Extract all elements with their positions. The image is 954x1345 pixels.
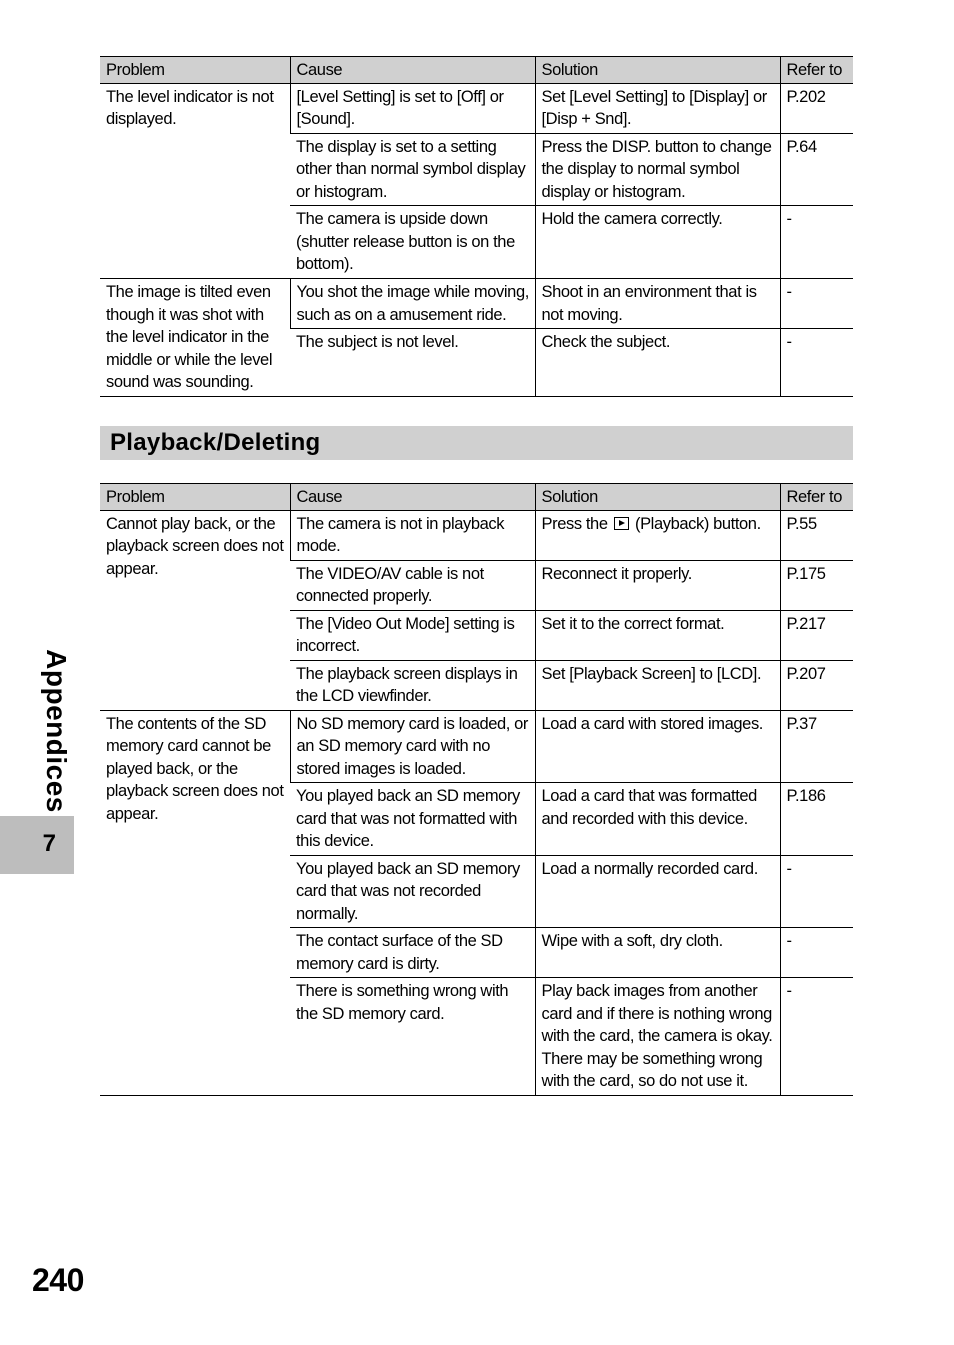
- cause-cell: [Level Setting] is set to [Off] or [Sound].: [290, 83, 535, 133]
- solution-text-after: (Playback) button.: [634, 514, 761, 533]
- problem-cell: The image is tilted even though it was shot with the level indicator in the middle or while the level sound was sounding.: [100, 279, 290, 397]
- solution-cell: Play back images from another card and if there is nothing wrong with the card, the camera is okay. There may be something wrong with the card, so do not use it.: [535, 978, 780, 1096]
- solution-cell: Check the subject.: [535, 329, 780, 396]
- solution-cell: [535, 510, 780, 560]
- table-header-row: [100, 57, 853, 84]
- header-cause: Cause: [290, 484, 535, 511]
- refer-cell: P.55: [780, 510, 853, 560]
- solution-cell: Reconnect it properly.: [535, 560, 780, 610]
- problem-cell: Cannot play back, or the playback screen does not appear.: [100, 510, 290, 710]
- cause-cell: The playback screen displays in the LCD viewfinder.: [290, 660, 535, 710]
- refer-cell: P.186: [780, 783, 853, 856]
- solution-text-before: Press the: [541, 514, 608, 533]
- problem-cell: The contents of the SD memory card cannot be played back, or the playback screen does not appear.: [100, 710, 290, 1095]
- refer-cell: -: [780, 206, 853, 279]
- header-refer-to: Refer to: [780, 57, 853, 84]
- section-title: Playback/Deleting: [110, 429, 321, 456]
- cause-cell: You played back an SD memory card that was not recorded normally.: [290, 855, 535, 928]
- header-problem: Problem: [100, 57, 290, 84]
- refer-cell: -: [780, 855, 853, 928]
- cause-cell: The camera is upside down (shutter release button is on the bottom).: [290, 206, 535, 279]
- cause-cell: The camera is not in playback mode.: [290, 510, 535, 560]
- refer-cell: -: [780, 978, 853, 1096]
- refer-cell: P.207: [780, 660, 853, 710]
- cause-cell: You shot the image while moving, such as on a amusement ride.: [290, 279, 535, 329]
- table-row: [100, 83, 853, 133]
- chapter-number: 7: [42, 830, 56, 857]
- section-heading: [100, 426, 853, 460]
- refer-cell: -: [780, 329, 853, 396]
- solution-cell: Set it to the correct format.: [535, 610, 780, 660]
- chapter-side-label-text: Appendices: [41, 649, 72, 813]
- solution-cell: Hold the camera correctly.: [535, 206, 780, 279]
- table-row: [100, 710, 853, 783]
- chapter-tab: [0, 816, 74, 874]
- cause-cell: You played back an SD memory card that was not formatted with this device.: [290, 783, 535, 856]
- solution-cell: Load a normally recorded card.: [535, 855, 780, 928]
- page-number: 240: [32, 1262, 84, 1298]
- solution-cell: Wipe with a soft, dry cloth.: [535, 928, 780, 978]
- table-row: [100, 279, 853, 329]
- solution-cell: Set [Level Setting] to [Display] or [Disp + Snd].: [535, 83, 780, 133]
- chapter-side-label: [34, 649, 78, 813]
- troubleshooting-table-level-indicator: [100, 56, 853, 397]
- playback-icon: [614, 517, 629, 530]
- solution-cell: Set [Playback Screen] to [LCD].: [535, 660, 780, 710]
- refer-cell: P.202: [780, 83, 853, 133]
- header-solution: Solution: [535, 484, 780, 511]
- refer-cell: P.37: [780, 710, 853, 783]
- cause-cell: The subject is not level.: [290, 329, 535, 396]
- table-row: [100, 510, 853, 560]
- problem-cell: The level indicator is not displayed.: [100, 83, 290, 279]
- solution-cell: Load a card with stored images.: [535, 710, 780, 783]
- refer-cell: P.217: [780, 610, 853, 660]
- cause-cell: The [Video Out Mode] setting is incorrect.: [290, 610, 535, 660]
- refer-cell: P.175: [780, 560, 853, 610]
- header-refer-to: Refer to: [780, 484, 853, 511]
- refer-cell: P.64: [780, 133, 853, 206]
- cause-cell: The VIDEO/AV cable is not connected properly.: [290, 560, 535, 610]
- cause-cell: The contact surface of the SD memory card is dirty.: [290, 928, 535, 978]
- header-problem: Problem: [100, 484, 290, 511]
- troubleshooting-table-playback: [100, 483, 853, 1096]
- solution-cell: Shoot in an environment that is not moving.: [535, 279, 780, 329]
- solution-cell: Load a card that was formatted and recorded with this device.: [535, 783, 780, 856]
- cause-cell: There is something wrong with the SD memory card.: [290, 978, 535, 1096]
- refer-cell: -: [780, 279, 853, 329]
- solution-cell: Press the DISP. button to change the display to normal symbol display or histogram.: [535, 133, 780, 206]
- cause-cell: The display is set to a setting other than normal symbol display or histogram.: [290, 133, 535, 206]
- cause-cell: No SD memory card is loaded, or an SD memory card with no stored images is loaded.: [290, 710, 535, 783]
- header-cause: Cause: [290, 57, 535, 84]
- header-solution: Solution: [535, 57, 780, 84]
- table-header-row: [100, 484, 853, 511]
- refer-cell: -: [780, 928, 853, 978]
